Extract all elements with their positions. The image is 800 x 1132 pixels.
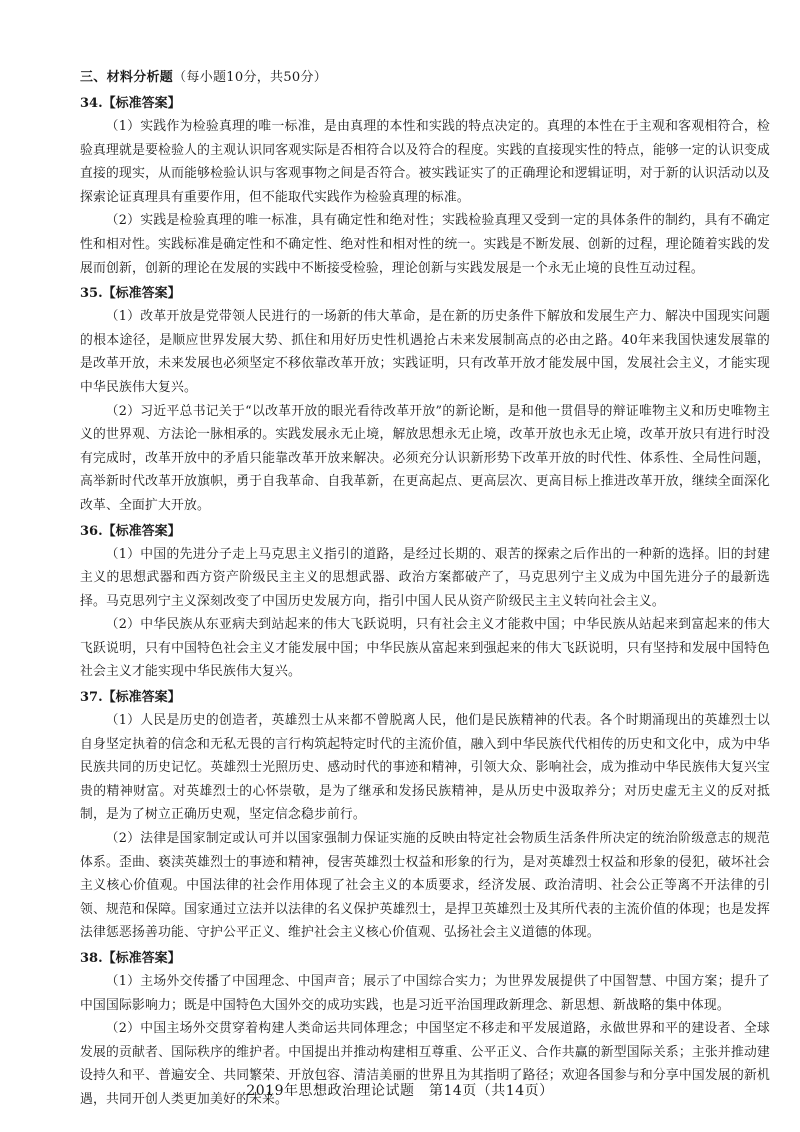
question-header — [80, 282, 770, 305]
answer-paragraph: （1）改革开放是党带领人民进行的一场新的伟大革命，是在新的历史条件下解放和发展生产力、解决中国现实问题的根本途径，是顺应世界发展大势、抓住和用好历史性机遇抢占未来发展制高点的必由之路。40年来我国快速发展靠的是改革开放，未来发展也必须坚定不移依靠改革开放；实践证明，只有改革开放才能发展中国，发展社会主义，才能实现中华民族伟大复兴。 — [80, 309, 770, 395]
answer-paragraph: （2）中华民族从东亚病夫到站起来的伟大飞跃说明，只有社会主义才能救中国；中华民族从站起来到富起来的伟大飞跃说明，只有中国特色社会主义才能发展中国；中华民族从富起来到强起来的伟大飞跃说明，只有坚持和发展中国特色社会主义才能实现中华民族伟大复兴。 — [80, 617, 770, 680]
answer-paragraph: （2）实践是检验真理的唯一标准，具有确定性和绝对性；实践检验真理又受到一定的具体条件的制约，具有不确定性和相对性。实践标准是确定性和不确定性、绝对性和相对性的统一。实践是不断发展、创新的过程，理论随着实践的发展而创新，创新的理论在发展的实践中不断接受检验，理论创新与实践发展是一个永无止境的良性互动过程。 — [80, 213, 770, 276]
answer-paragraph: （1）人民是历史的创造者，英雄烈士从来都不曾脱离人民，他们是民族精神的代表。各个时期涌现出的英雄烈士以自身坚定执着的信念和无私无畏的言行构筑起特定时代的主流价值，融入到中华民族代代相传的历史和文化中，成为中华民族共同的历史记忆。英雄烈士光照历史、感动时代的事迹和精神，引领大众、影响社会，成为推动中华民族伟大复兴宝贵的精神财富。对英雄烈士的心怀崇敬，是为了继承和发扬民族精神，是从历史中汲取养分；对历史虚无主义的反对抵制，是为了树立正确历史观，坚定信念稳步前行。 — [80, 713, 770, 823]
answer-page — [80, 66, 770, 1112]
question-34 — [80, 92, 770, 280]
answer-label: 【标准答案】 — [102, 951, 181, 966]
answer-paragraph: （2）中国主场外交贯穿着构建人类命运共同体理念；中国坚定不移走和平发展道路，永做世界和平的建设者、全球发展的贡献者、国际秩序的维护者。中国提出并推动构建相互尊重、公平正义、合作共赢的新型国际关系；主张并推动建设持久和平、普遍安全、共同繁荣、开放包容、清洁美丽的世界且为其指明了路径；欢迎各国参与和分享中国发展的新机遇，共同开创人类更加美好的未来。 — [80, 1021, 770, 1107]
section-heading: 三、材料分析题 — [80, 70, 174, 85]
answer-label: 【标准答案】 — [102, 523, 181, 539]
question-number: 37. — [80, 690, 103, 706]
question-37 — [80, 686, 770, 945]
question-header — [80, 686, 770, 709]
page-footer: 2019年思想政治理论试题 第14页（共14页） — [246, 1083, 554, 1099]
question-number: 34. — [80, 96, 103, 111]
question-number: 36. — [80, 523, 103, 539]
question-36 — [80, 520, 770, 685]
answer-paragraph: （1）实践作为检验真理的唯一标准，是由真理的本性和实践的特点决定的。真理的本性在于主观和客观相符合，检验真理就是要检验人的主观认识同客观实际是否相符合以及符合的程度。实践的直接现实性的特点，能够一定的认识变成直接的现实，从而能够检验认识与客观事物之间是否符合。被实践证实了的正确理论和逻辑证明，对于新的认识活动以及探索论证真理具有重要作用，但不能取代实践作为检验真理的标准。 — [80, 119, 770, 205]
question-header — [80, 520, 770, 543]
section-title — [80, 66, 770, 90]
answer-label: 【标准答案】 — [102, 690, 181, 706]
answer-paragraph: （1）中国的先进分子走上马克思主义指引的道路，是经过长期的、艰苦的探索之后作出的一种新的选择。旧的封建主义的思想武器和西方资产阶级民主主义的思想武器、政治方案都破产了，马克思列宁主义成为中国先进分子的最新选择。马克思列宁主义深刻改变了中国历史发展方向，指引中国人民从资产阶级民主主义转向社会主义。 — [80, 546, 770, 609]
answer-label: 【标准答案】 — [102, 96, 181, 111]
answer-paragraph: （2）习近平总书记关于“以改革开放的眼光看待改革开放”的新论断，是和他一贯倡导的辩证唯物主义和历史唯物主义的世界观、方法论一脉相承的。实践发展永无止境，解放思想永无止境，改革开放也永无止境，改革开放只有进行时没有完成时，改革开放中的矛盾只能靠改革开放来解决。必须充分认识新形势下改革开放的时代性、体系性、全局性问题，高举新时代改革开放旗帜，勇于自我革命、自我革新，在更高起点、更高层次、更高目标上推进改革开放，继续全面深化改革、全面扩大开放。 — [80, 403, 770, 513]
question-number: 38. — [80, 951, 103, 966]
question-number: 35. — [80, 286, 103, 302]
answer-paragraph: （2）法律是国家制定或认可并以国家强制力保证实施的反映由特定社会物质生活条件所决定的统治阶级意志的规范体系。歪曲、亵渎英雄烈士的事迹和精神，侵害英雄烈士权益和形象的行为，是对英雄烈士权益和形象的侵犯，破坏社会主义核心价值观。中国法律的社会作用体现了社会主义的本质要求，经济发展、政治清明、社会公正等离不开法律的引领、规范和保障。国家通过立法并以法律的名义保护英雄烈士，是捍卫英雄烈士及其所代表的主流价值的体现；也是发挥法律惩恶扬善功能、守护公平正义、维护社会主义核心价值观、弘扬社会主义道德的体现。 — [80, 831, 770, 941]
answer-paragraph: （1）主场外交传播了中国理念、中国声音；展示了中国综合实力；为世界发展提供了中国智慧、中国方案；提升了中国国际影响力；既是中国特色大国外交的成功实践，也是习近平治国理政新理念、新思想、新战略的集中体现。 — [80, 974, 770, 1013]
question-35 — [80, 282, 770, 517]
question-header — [80, 92, 770, 115]
section-score-note: （每小题10分，共50分） — [173, 70, 328, 85]
question-header — [80, 947, 770, 970]
answer-label: 【标准答案】 — [102, 286, 181, 302]
